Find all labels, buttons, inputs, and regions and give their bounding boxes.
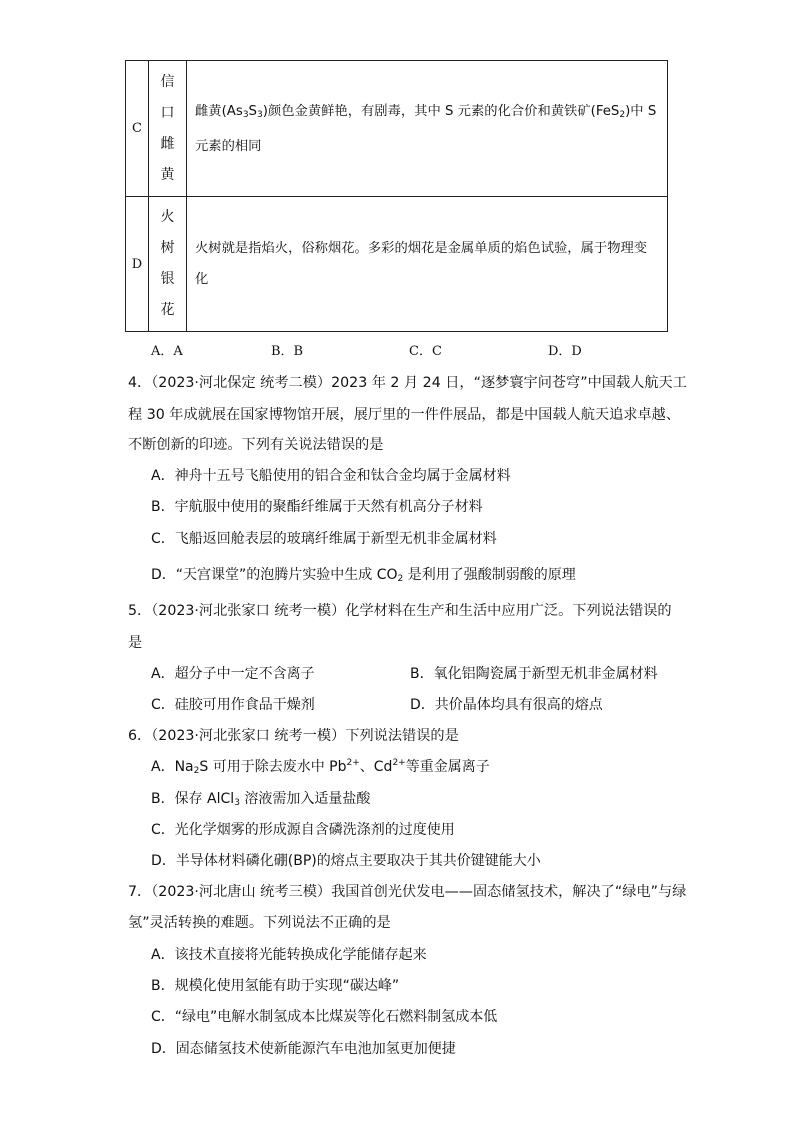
desc-line: 雌黄$(As_3S_3)$颜色金黄鲜艳，有剧毒，其中 S 元素的化合价和黄铁矿(FeS$_2$)中 S	[195, 103, 657, 120]
table-row-d	[126, 197, 668, 332]
question-4-line: 4．（2023·河北保定 统考二模）2023 年 2 月 24 日，“逐梦寰宇问苍穹”中国载人航天工	[128, 375, 687, 391]
q5-option-d[interactable]: D．共价晶体均具有很高的熔点	[410, 697, 603, 713]
q7-option-b[interactable]: B．规模化使用氢能有助于实现“碳达峰”	[151, 978, 400, 994]
option-a[interactable]: A．A	[151, 344, 183, 359]
term-char: 树	[160, 240, 175, 256]
question-7-line: 7．（2023·河北唐山 统考三模）我国首创光伏发电——固态储氢技术，解决了“绿电”与绿	[128, 884, 687, 900]
desc-line: 元素的相同	[195, 138, 262, 154]
option-b[interactable]: B．B	[271, 344, 304, 359]
q7-option-a[interactable]: A．该技术直接将光能转换成化学能储存起来	[151, 947, 427, 963]
row-term	[149, 197, 187, 332]
option-c[interactable]: C．C	[409, 344, 442, 359]
q7-option-d[interactable]: D．固态储氢技术使新能源汽车电池加氢更加便捷	[151, 1041, 456, 1057]
desc-line: 火树就是指焰火，俗称烟花。多彩的烟花是金属单质的焰色试验，属于物理变	[195, 241, 648, 256]
row-description	[187, 197, 668, 332]
question-6-line: 6．（2023·河北张家口 统考一模）下列说法错误的是	[128, 728, 459, 744]
term-char: 黄	[160, 166, 175, 183]
question-5-line: 5．（2023·河北张家口 统考一模）化学材料在生产和生活中应用广泛。下列说法错误的	[128, 603, 672, 619]
q4-option-d[interactable]: D．“天宫课堂”的泡腾片实验中生成 $CO_2$ 是利用了强酸制弱酸的原理	[151, 567, 576, 584]
q6-option-b[interactable]: B．保存 AlCl$_3$ 溶液需加入适量盐酸	[151, 791, 371, 808]
term-char: 口	[160, 104, 175, 121]
term-char: 雌	[160, 135, 175, 152]
desc-line: 化	[195, 272, 209, 287]
row-term	[149, 61, 187, 197]
question-5-line: 是	[128, 635, 143, 651]
term-char: 银	[160, 271, 175, 287]
row-description	[187, 61, 668, 197]
question-7-line: 氢”灵活转换的难题。下列说法不正确的是	[128, 915, 391, 931]
q4-option-a[interactable]: A．神舟十五号飞船使用的铝合金和钛合金均属于金属材料	[151, 468, 511, 484]
question-4-line: 不断创新的印迹。下列有关说法错误的是	[128, 437, 384, 453]
q6-option-a[interactable]: A．$Na_2S$ 可用于除去废水中 $Pb^{2+}$、$Cd^{2+}$等重金属离子	[151, 758, 490, 776]
term-char: 信	[160, 73, 175, 90]
q5-option-c[interactable]: C．硅胶可用作食品干燥剂	[151, 697, 315, 713]
option-d[interactable]: D．D	[548, 344, 582, 359]
question-4-line: 程 30 年成就展在国家博物馆开展，展厅里的一件件展品，都是中国载人航天追求卓越、	[128, 407, 681, 423]
q6-option-d[interactable]: D．半导体材料磷化硼(BP)的熔点主要取决于其共价键键能大小	[151, 853, 541, 869]
q4-option-c[interactable]: C．飞船返回舱表层的玻璃纤维属于新型无机非金属材料	[151, 531, 497, 547]
q5-option-b[interactable]: B．氧化铝陶瓷属于新型无机非金属材料	[410, 666, 658, 682]
q7-option-c[interactable]: C．“绿电”电解水制氢成本比煤炭等化石燃料制氢成本低	[151, 1009, 498, 1025]
options-table	[125, 60, 668, 332]
q5-option-a[interactable]: A．超分子中一定不含离子	[151, 666, 315, 682]
row-letter: C	[126, 61, 149, 197]
q6-option-c[interactable]: C．光化学烟雾的形成源自含磷洗涤剂的过度使用	[151, 822, 455, 838]
term-char: 花	[160, 302, 175, 318]
term-char: 火	[160, 209, 175, 225]
row-letter: D	[126, 197, 149, 332]
table-row-c	[126, 61, 668, 197]
q4-option-b[interactable]: B．宇航服中使用的聚酯纤维属于天然有机高分子材料	[151, 499, 483, 515]
